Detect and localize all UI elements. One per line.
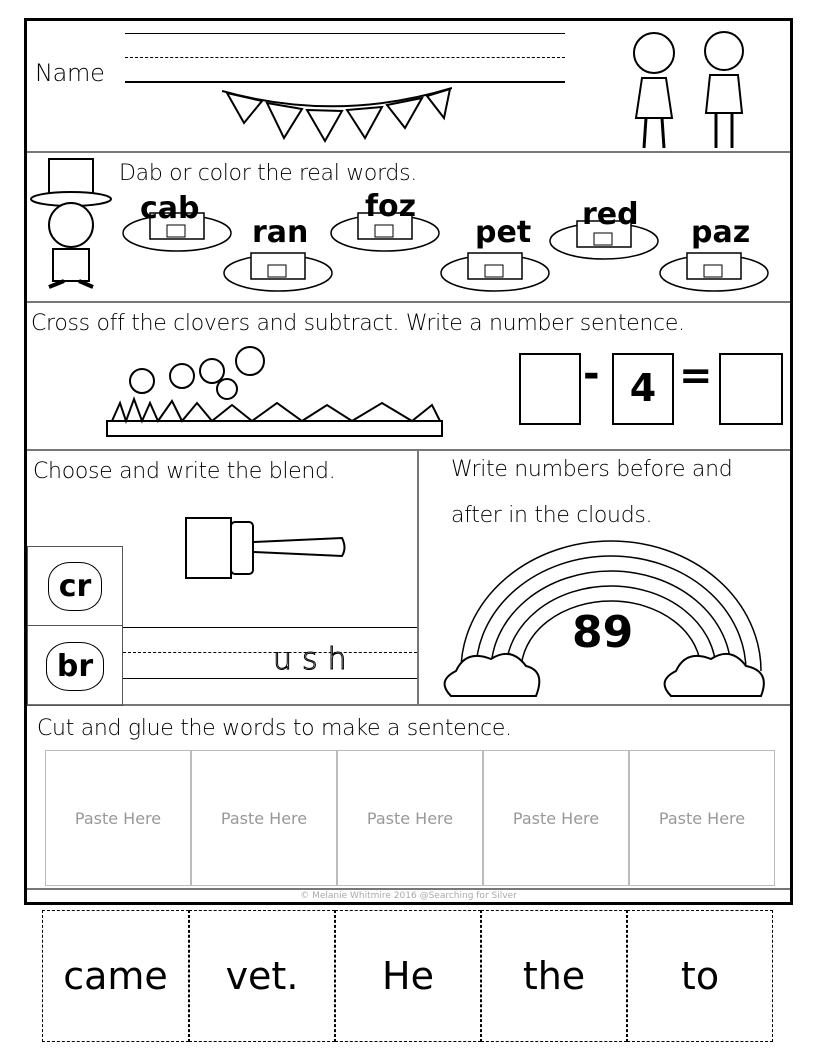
numbers-instruction-1: Write numbers before and (451, 457, 733, 482)
hat-icon (659, 243, 769, 295)
cloud-left (445, 654, 540, 696)
subtract-instruction: Cross off the clovers and subtract. Write a number sentence. (31, 311, 685, 336)
paste-box-4[interactable]: Paste Here (483, 750, 629, 886)
blend-options (27, 546, 123, 706)
paste-box-1[interactable]: Paste Here (45, 750, 191, 886)
brush-icon (182, 516, 347, 586)
paste-box-2[interactable]: Paste Here (191, 750, 337, 886)
pot-option-cr[interactable] (28, 547, 122, 626)
cut-word-1[interactable]: came (42, 910, 189, 1042)
real-words-section (27, 153, 790, 303)
blend-option-label: br (46, 642, 104, 691)
blend-numbers-section (27, 451, 790, 706)
pot-option-br[interactable] (28, 626, 122, 706)
word-red: red (582, 197, 639, 232)
word-paz: paz (691, 215, 751, 250)
cut-word-2[interactable]: vet. (189, 910, 335, 1042)
rainbow-number: 89 (572, 607, 634, 658)
sentence-instruction: Cut and glue the words to make a sentence. (37, 716, 512, 741)
answer-box-1[interactable] (519, 353, 581, 425)
hat-icon (223, 243, 333, 295)
worksheet (24, 18, 793, 905)
paste-box-5[interactable]: Paste Here (629, 750, 775, 886)
word-pet: pet (475, 215, 532, 250)
name-section (27, 21, 790, 153)
cloud-right (665, 654, 764, 696)
subtract-section (27, 303, 790, 451)
word-ran: ran (252, 215, 309, 250)
word-cab: cab (140, 191, 200, 226)
paste-box-3[interactable]: Paste Here (337, 750, 483, 886)
writing-line[interactable] (123, 627, 417, 679)
sentence-section (27, 706, 790, 890)
numbers-instruction-2: after in the clouds. (451, 503, 653, 528)
leprechaun-icon (29, 157, 119, 297)
equals-sign: = (679, 353, 713, 399)
blend-instruction: Choose and write the blend. (33, 459, 336, 484)
name-label: Name (35, 59, 105, 87)
cut-word-4[interactable]: the (481, 910, 627, 1042)
name-midline (125, 57, 565, 58)
kids-illustration (612, 23, 762, 151)
copyright: © Melanie Whitmire 2016 @Searching for Silver (300, 891, 517, 901)
clovers-grass-icon (102, 341, 447, 446)
bunting-icon (222, 83, 452, 143)
answer-box-2[interactable] (719, 353, 783, 425)
real-words-instruction: Dab or color the real words. (119, 161, 417, 186)
blend-option-label: cr (48, 562, 103, 611)
word-foz: foz (365, 189, 417, 224)
cut-word-5[interactable]: to (627, 910, 773, 1042)
divider (417, 451, 419, 704)
trace-letters: ush (273, 642, 357, 677)
cut-word-3[interactable]: He (335, 910, 481, 1042)
given-number-box: 4 (612, 353, 674, 425)
hat-icon (440, 243, 550, 295)
name-line (125, 33, 565, 34)
minus-sign: - (583, 351, 600, 397)
